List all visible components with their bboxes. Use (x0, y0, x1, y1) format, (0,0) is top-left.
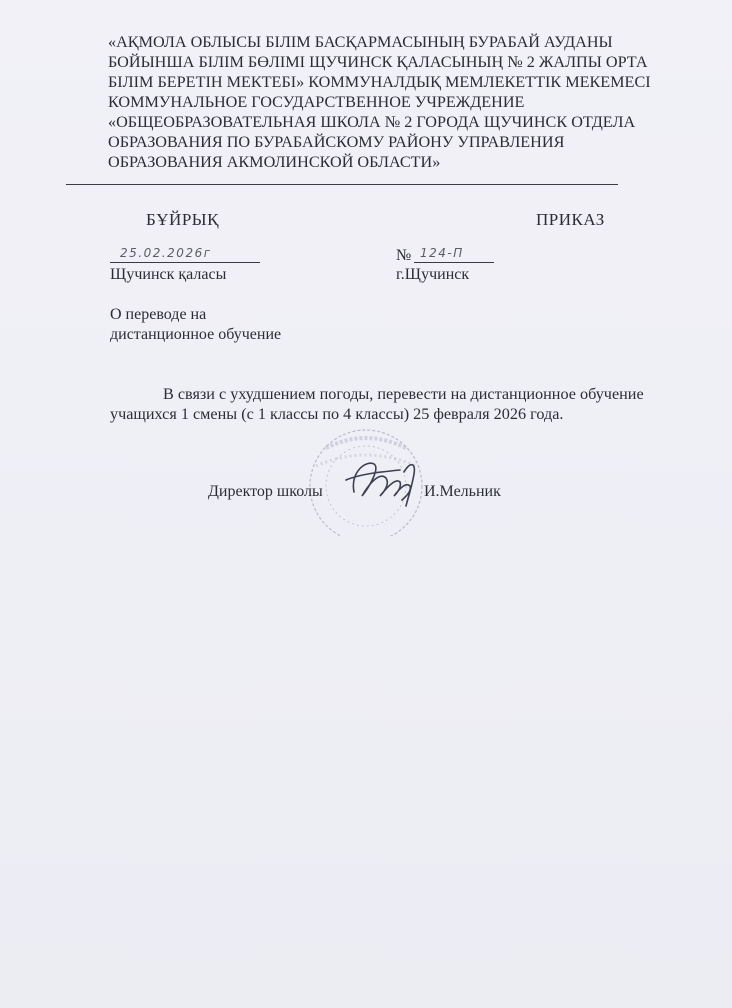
order-number-handwritten: 124-П (420, 246, 464, 260)
order-number-field (414, 244, 494, 263)
order-body (110, 384, 670, 424)
order-number-label: № (396, 247, 412, 264)
handwritten-signature (340, 452, 428, 508)
header-line: БІЛІМ БЕРЕТІН МЕКТЕБІ» КОММУНАЛДЫҚ МЕМЛЕКЕТТІК МЕКЕМЕСІ (108, 73, 651, 91)
header-line: КОММУНАЛЬНОЕ ГОСУДАРСТВЕННОЕ УЧРЕЖДЕНИЕ (108, 93, 525, 111)
header-line: БОЙЫНША БІЛІМ БӨЛІМІ ЩУЧИНСК ҚАЛАСЫНЫҢ № 2 ЖАЛПЫ ОРТА (108, 53, 648, 71)
body-line: учащихся 1 смены (с 1 классы по 4 классы) 25 февраля 2026 года. (110, 405, 564, 423)
subject-line: О переводе на (110, 306, 207, 323)
header-divider (66, 184, 618, 185)
body-line: В связи с ухудшением погоды, перевести на дистанционное обучение (163, 385, 644, 403)
order-date-field (110, 244, 260, 263)
order-date-handwritten: 25.02.2026г (120, 246, 212, 260)
header-line: ОБРАЗОВАНИЯ АКМОЛИНСКОЙ ОБЛАСТИ» (108, 153, 441, 171)
order-title-ru: ПРИКАЗ (536, 210, 605, 229)
city-ru: г.Щучинск (396, 266, 470, 283)
header-line: ОБРАЗОВАНИЯ ПО БУРАБАЙСКОМУ РАЙОНУ УПРАВЛЕНИЯ (108, 133, 565, 151)
header-line: «ОБЩЕОБРАЗОВАТЕЛЬНАЯ ШКОЛА № 2 ГОРОДА ЩУЧИНСК ОТДЕЛА (108, 113, 636, 131)
signatory-position: Директор школы (208, 483, 323, 500)
subject-line: дистанционное обучение (110, 326, 282, 343)
city-kz: Щучинск қаласы (110, 266, 227, 283)
header-line: «АҚМОЛА ОБЛЫСЫ БІЛІМ БАСҚАРМАСЫНЫҢ БУРАБАЙ АУДАНЫ (108, 33, 613, 51)
signatory-name: И.Мельник (424, 483, 501, 500)
organization-header (108, 32, 678, 172)
order-title-kz: БҰЙРЫҚ (146, 210, 219, 229)
order-subject (110, 305, 281, 345)
